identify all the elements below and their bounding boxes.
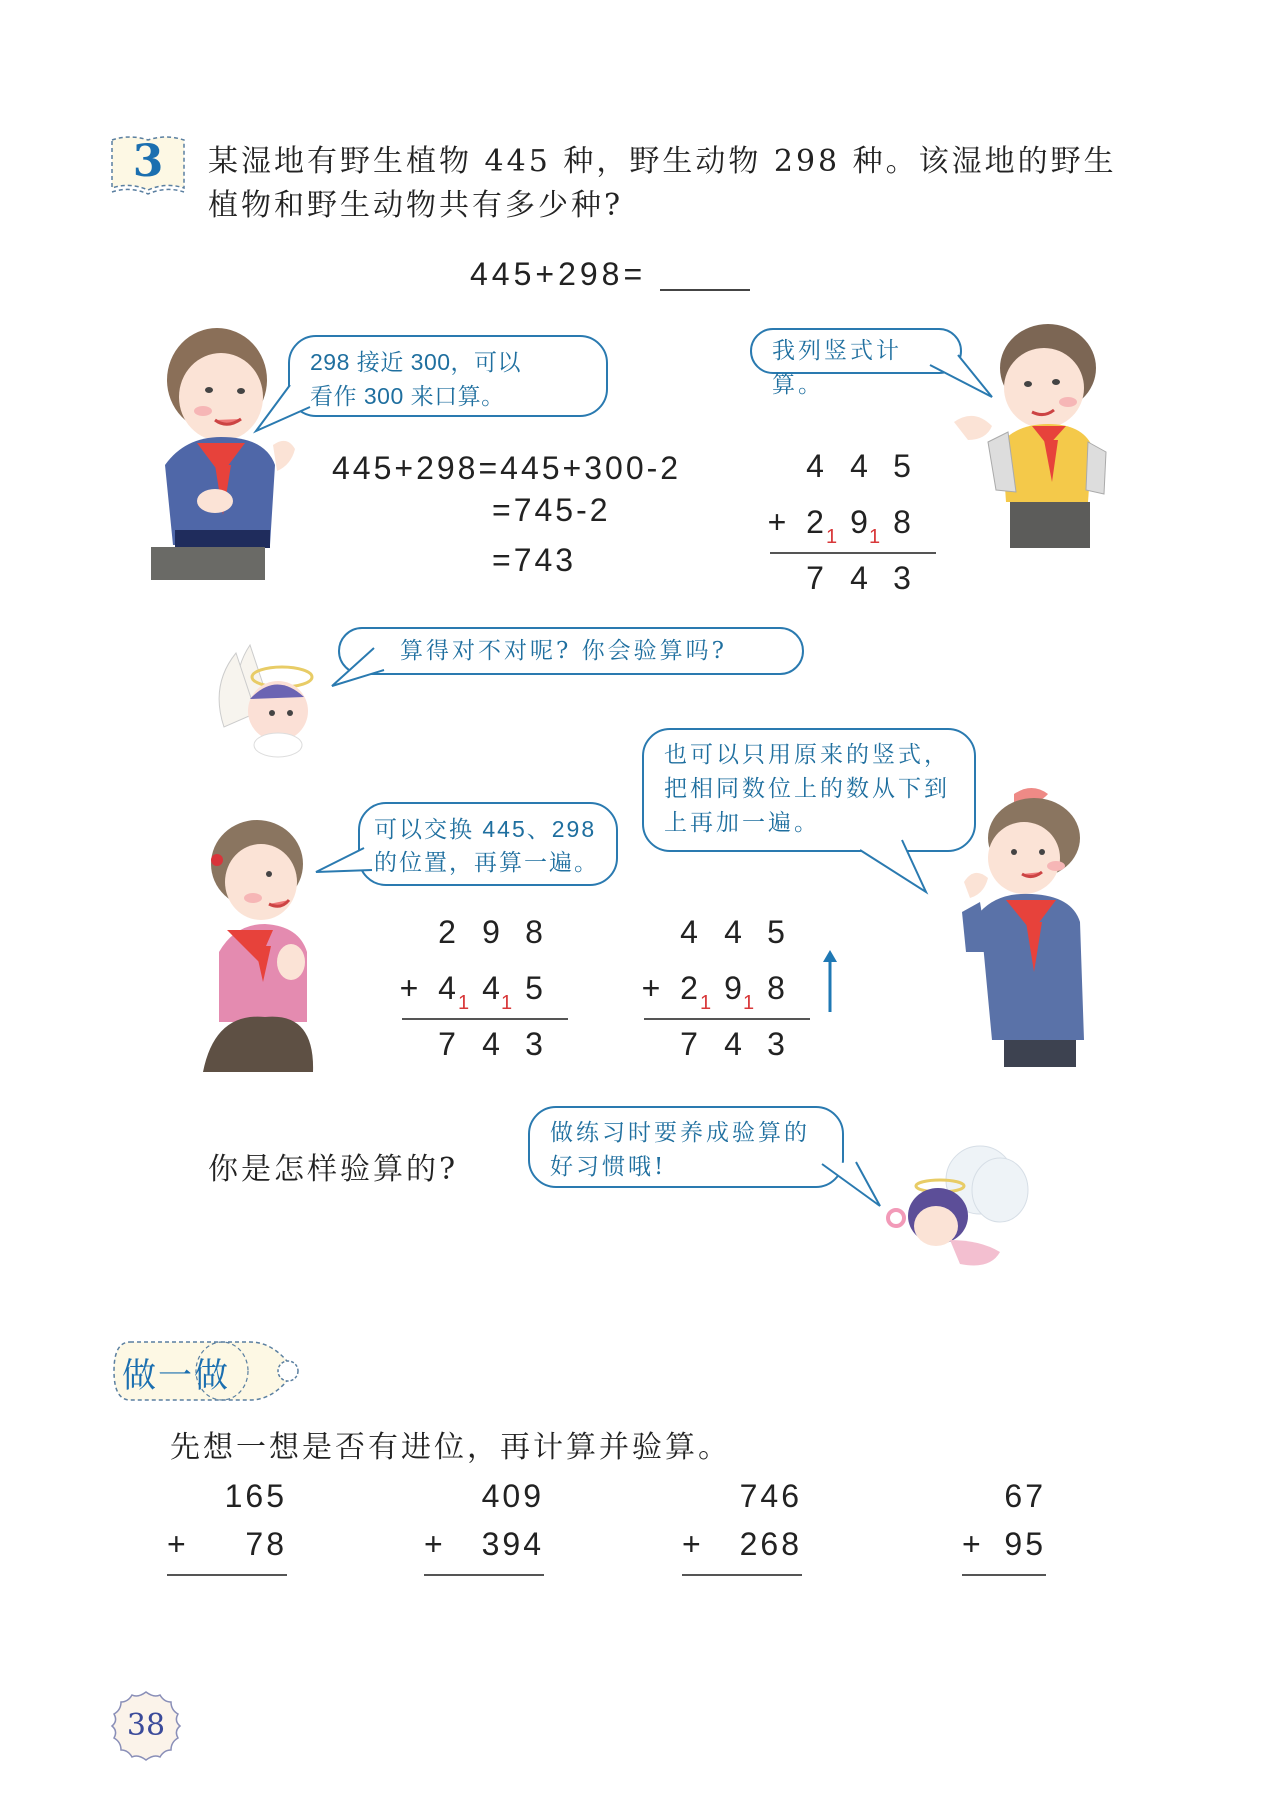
digit: 3 [893,560,911,596]
bubble-text-line-2: 看作 300 来口算。 [310,383,505,409]
carry-digit: 1 [743,992,755,1014]
digit: 5 [767,914,785,950]
page-number-badge [108,1688,184,1764]
problem-statement [208,140,1128,228]
sum-line [402,1018,568,1020]
digit: 2 [438,914,456,950]
bubble-text-line-3: 上再加一遍。 [664,810,820,836]
digit: 4 [482,970,500,1006]
bubble-tail [314,848,374,878]
equation: 445+298= [470,256,647,292]
girl-illustration-right [952,782,1102,1067]
answer-blank[interactable] [660,289,750,291]
plus-sign: + [962,1526,981,1562]
digit: 4 [724,1026,742,1062]
plus-sign: + [424,1526,443,1562]
sum-line [424,1574,544,1576]
addend-bottom: 78 [245,1526,287,1562]
practice-heading: 做一做 [122,1356,230,1396]
carry-digit: 1 [869,526,881,548]
digit: 3 [525,1026,543,1062]
bubble-text: 我列竖式计算。 [772,338,902,398]
digit: 4 [680,914,698,950]
digit: 5 [893,448,911,484]
digit: 5 [525,970,543,1006]
bubble-text-line-2: 把相同数位上的数从下到 [664,776,950,802]
carry-digit: 1 [700,992,712,1014]
digit: 9 [850,504,868,540]
sum-line [770,552,936,554]
vertical-calculation [767,448,940,608]
digit: 8 [767,970,785,1006]
plus-sign: + [682,1526,701,1562]
digit: 4 [850,448,868,484]
carry-digit: 1 [458,992,470,1014]
angel-illustration-2 [880,1140,1040,1280]
addend-top: 67 [1004,1478,1046,1514]
mental-math-line-2: =745-2 [492,492,611,528]
digit: 8 [893,504,911,540]
sum-line [962,1574,1046,1576]
speech-bubble-check-prompt [338,627,804,675]
addend-top: 165 [224,1478,287,1514]
vertical-calculation-reverse [641,914,814,1074]
plus-sign: + [641,970,661,1006]
digit: 9 [724,970,742,1006]
addend-bottom: 268 [739,1526,802,1562]
bubble-text-line-2: 的位置，再算一遍。 [374,850,599,876]
speech-bubble-mental-math [288,335,608,417]
plus-sign: + [167,1526,186,1562]
practice-heading-badge [110,1338,310,1404]
digit: 4 [724,914,742,950]
page-number: 38 [126,1708,166,1743]
mental-math-line-3: =743 [492,542,577,578]
speech-bubble-habit-tip [528,1106,844,1188]
sum-line [682,1574,802,1576]
digit: 9 [482,914,500,950]
digit: 2 [680,970,698,1006]
plus-sign: + [767,504,787,540]
boy-illustration-right [948,322,1118,552]
addend-top: 746 [739,1478,802,1514]
digit: 3 [767,1026,785,1062]
sum-line [644,1018,810,1020]
bubble-text-line-1: 298 接近 300，可以 [310,349,522,375]
plus-sign: + [399,970,419,1006]
digit: 4 [482,1026,500,1062]
bubble-tail [252,385,312,435]
problem-line-1: 某湿地有野生植物 445 种，野生动物 298 种。该湿地的野生 [208,144,1117,179]
speech-bubble-check-reverse [642,728,976,852]
sum-line [167,1574,287,1576]
digit: 7 [438,1026,456,1062]
boy-illustration-left [145,325,305,580]
check-question: 你是怎样验算的? [208,1152,459,1187]
bubble-text-line-1: 可以交换 445、298 [374,816,597,842]
practice-instruction: 先想一想是否有进位，再计算并验算。 [170,1430,731,1465]
carry-digit: 1 [501,992,513,1014]
problem-line-2: 植物和野生动物共有多少种? [208,188,624,223]
example-number-badge [108,132,188,198]
digit: 4 [438,970,456,1006]
bubble-text-line-2: 好习惯哦! [550,1154,667,1180]
example-number: 3 [132,136,164,187]
digit: 2 [806,504,824,540]
bubble-text-line-1: 也可以只用原来的竖式， [664,742,950,768]
digit: 7 [680,1026,698,1062]
addend-top: 409 [481,1478,544,1514]
bubble-text: 算得对不对呢? 你会验算吗? [400,638,727,664]
digit: 7 [806,560,824,596]
bubble-tail [820,1160,884,1210]
bubble-text-line-1: 做练习时要养成验算的 [550,1120,810,1146]
angel-illustration [200,635,330,760]
speech-bubble-check-swap [358,802,618,886]
vertical-calculation-swap [399,914,572,1074]
bubble-tail [330,648,386,688]
up-arrow-icon [820,948,840,1014]
addend-bottom: 95 [1004,1526,1046,1562]
digit: 8 [525,914,543,950]
carry-digit: 1 [826,526,838,548]
digit: 4 [806,448,824,484]
mental-math-line-1: 445+298=445+300-2 [332,450,682,486]
bubble-tail [858,840,928,896]
addend-bottom: 394 [481,1526,544,1562]
digit: 4 [850,560,868,596]
